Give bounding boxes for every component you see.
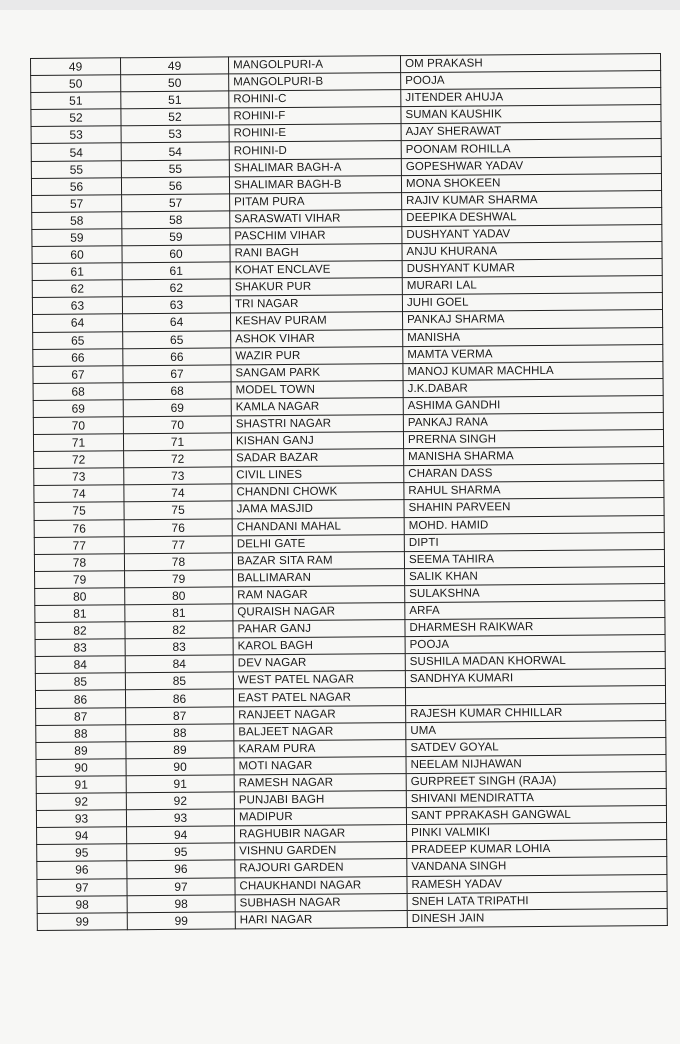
ward-name-cell: CHANDANI MAHAL	[232, 517, 404, 535]
candidate-list-sheet	[30, 53, 667, 931]
serial-number-cell: 72	[34, 451, 124, 469]
serial-number-cell: 57	[32, 195, 122, 213]
ward-name-cell: ROHINI-E	[229, 124, 401, 142]
ward-name-cell: ROHINI-F	[229, 107, 401, 125]
ward-name-cell: PITAM PURA	[230, 192, 402, 210]
serial-number-cell: 90	[36, 759, 126, 777]
candidate-name-cell: RAMESH YADAV	[407, 874, 667, 893]
candidate-name-cell: SUSHILA MADAN KHORWAL	[405, 652, 665, 671]
serial-number-cell: 64	[33, 314, 123, 332]
ward-number-cell: 79	[125, 570, 233, 588]
candidate-name-cell: POOJA	[401, 71, 661, 90]
ward-name-cell: MOTI NAGAR	[234, 756, 406, 774]
ward-number-cell: 98	[127, 895, 235, 913]
ward-name-cell: BALLIMARAN	[233, 568, 405, 586]
ward-name-cell: SADAR BAZAR	[232, 449, 404, 467]
ward-name-cell: ROHINI-C	[229, 90, 401, 108]
ward-number-cell: 65	[123, 330, 231, 348]
candidate-name-cell: PRADEEP KUMAR LOHIA	[407, 840, 667, 859]
serial-number-cell: 86	[35, 690, 125, 708]
candidate-name-cell: POOJA	[405, 635, 665, 654]
serial-number-cell: 87	[36, 707, 126, 725]
ward-number-cell: 71	[123, 433, 231, 451]
ward-name-cell: JAMA MASJID	[232, 500, 404, 518]
candidate-table-body	[31, 54, 668, 931]
serial-number-cell: 59	[32, 229, 122, 247]
candidate-name-cell: SATDEV GOYAL	[406, 737, 666, 756]
serial-number-cell: 61	[32, 263, 122, 281]
candidate-name-cell: SUMAN KAUSHIK	[401, 105, 661, 124]
candidate-name-cell: SULAKSHNA	[405, 583, 665, 602]
serial-number-cell: 79	[35, 571, 125, 589]
candidate-name-cell: RAJIV KUMAR SHARMA	[402, 190, 662, 209]
ward-name-cell: SANGAM PARK	[231, 363, 403, 381]
serial-number-cell: 66	[33, 348, 123, 366]
ward-name-cell: RAJOURI GARDEN	[235, 859, 407, 877]
ward-name-cell: CIVIL LINES	[232, 466, 404, 484]
serial-number-cell: 85	[35, 673, 125, 691]
ward-number-cell: 87	[126, 706, 234, 724]
ward-name-cell: RAM NAGAR	[233, 585, 405, 603]
ward-number-cell: 76	[124, 518, 232, 536]
ward-number-cell: 85	[125, 672, 233, 690]
ward-number-cell: 81	[125, 604, 233, 622]
candidate-name-cell: RAJESH KUMAR CHHILLAR	[406, 703, 666, 722]
serial-number-cell: 97	[37, 878, 127, 896]
ward-number-cell: 56	[121, 177, 229, 195]
ward-number-cell: 84	[125, 655, 233, 673]
ward-name-cell: MANGOLPURI-B	[229, 73, 401, 91]
serial-number-cell: 83	[35, 639, 125, 657]
serial-number-cell: 74	[34, 485, 124, 503]
candidate-name-cell: SEEMA TAHIRA	[404, 549, 664, 568]
candidate-name-cell: VANDANA SINGH	[407, 857, 667, 876]
serial-number-cell: 51	[31, 92, 121, 110]
ward-name-cell: SHALIMAR BAGH-B	[229, 175, 401, 193]
candidate-name-cell: SHIVANI MENDIRATTA	[406, 789, 666, 808]
serial-number-cell: 77	[34, 536, 124, 554]
table-row	[37, 908, 667, 930]
ward-number-cell: 60	[122, 245, 230, 263]
ward-name-cell: CHANDNI CHOWK	[232, 483, 404, 501]
ward-number-cell: 53	[121, 125, 229, 143]
serial-number-cell: 50	[31, 75, 121, 93]
candidate-table	[30, 53, 668, 931]
candidate-name-cell: DIPTI	[404, 532, 664, 551]
ward-number-cell: 86	[125, 689, 233, 707]
ward-number-cell: 92	[126, 792, 234, 810]
serial-number-cell: 81	[35, 605, 125, 623]
serial-number-cell: 69	[33, 400, 123, 418]
ward-name-cell: SHAKUR PUR	[230, 278, 402, 296]
candidate-name-cell: PANKAJ SHARMA	[403, 310, 663, 329]
ward-number-cell: 67	[123, 365, 231, 383]
ward-number-cell: 58	[122, 211, 230, 229]
serial-number-cell: 88	[36, 724, 126, 742]
serial-number-cell: 98	[37, 895, 127, 913]
ward-name-cell: QURAISH NAGAR	[233, 603, 405, 621]
serial-number-cell: 49	[31, 58, 121, 76]
serial-number-cell: 73	[34, 468, 124, 486]
ward-number-cell: 83	[125, 638, 233, 656]
ward-name-cell: TRI NAGAR	[230, 295, 402, 313]
ward-name-cell: PAHAR GANJ	[233, 620, 405, 638]
serial-number-cell: 75	[34, 502, 124, 520]
ward-number-cell: 97	[127, 877, 235, 895]
ward-name-cell: MODEL TOWN	[231, 380, 403, 398]
candidate-name-cell: NEELAM NIJHAWAN	[406, 754, 666, 773]
ward-name-cell: CHAUKHANDI NAGAR	[235, 876, 407, 894]
ward-name-cell: BALJEET NAGAR	[234, 722, 406, 740]
ward-name-cell: MANGOLPURI-A	[228, 56, 400, 74]
ward-number-cell: 73	[124, 467, 232, 485]
serial-number-cell: 53	[31, 126, 121, 144]
serial-number-cell: 56	[31, 177, 121, 195]
candidate-name-cell: SANDHYA KUMARI	[405, 669, 665, 688]
serial-number-cell: 92	[36, 793, 126, 811]
ward-number-cell: 50	[121, 74, 229, 92]
candidate-name-cell: PRERNA SINGH	[403, 430, 663, 449]
ward-number-cell: 55	[121, 160, 229, 178]
candidate-name-cell: POONAM ROHILLA	[401, 139, 661, 158]
candidate-name-cell: ANJU KHURANA	[402, 242, 662, 261]
candidate-name-cell: DUSHYANT KUMAR	[402, 259, 662, 278]
candidate-name-cell: PANKAJ RANA	[403, 413, 663, 432]
serial-number-cell: 76	[34, 519, 124, 537]
serial-number-cell: 68	[33, 383, 123, 401]
serial-number-cell: 71	[33, 434, 123, 452]
serial-number-cell: 80	[35, 588, 125, 606]
ward-number-cell: 57	[122, 194, 230, 212]
ward-number-cell: 72	[124, 450, 232, 468]
ward-name-cell: MADIPUR	[234, 808, 406, 826]
ward-number-cell: 75	[124, 501, 232, 519]
candidate-name-cell: MAMTA VERMA	[403, 344, 663, 363]
ward-number-cell: 77	[124, 536, 232, 554]
candidate-name-cell: MANISHA SHARMA	[404, 447, 664, 466]
ward-name-cell: VISHNU GARDEN	[235, 842, 407, 860]
ward-number-cell: 68	[123, 382, 231, 400]
candidate-name-cell: ARFA	[405, 601, 665, 620]
candidate-name-cell: AJAY SHERAWAT	[401, 122, 661, 141]
serial-number-cell: 60	[32, 246, 122, 264]
ward-name-cell: KISHAN GANJ	[231, 432, 403, 450]
ward-number-cell: 80	[125, 587, 233, 605]
serial-number-cell: 91	[36, 776, 126, 794]
ward-name-cell: KOHAT ENCLAVE	[230, 261, 402, 279]
candidate-name-cell: SHAHIN PARVEEN	[404, 498, 664, 517]
candidate-name-cell: JUHI GOEL	[402, 293, 662, 312]
ward-number-cell: 96	[127, 860, 235, 878]
candidate-name-cell: MONA SHOKEEN	[401, 173, 661, 192]
ward-name-cell: EAST PATEL NAGAR	[233, 688, 405, 706]
candidate-name-cell: CHARAN DASS	[404, 464, 664, 483]
ward-number-cell: 52	[121, 108, 229, 126]
ward-name-cell: RAMESH NAGAR	[234, 774, 406, 792]
ward-name-cell: SHASTRI NAGAR	[231, 415, 403, 433]
serial-number-cell: 58	[32, 212, 122, 230]
candidate-name-cell: JITENDER AHUJA	[401, 88, 661, 107]
ward-name-cell: BAZAR SITA RAM	[232, 551, 404, 569]
ward-name-cell: RANI BAGH	[230, 244, 402, 262]
ward-number-cell: 51	[121, 91, 229, 109]
candidate-name-cell: PINKI VALMIKI	[407, 823, 667, 842]
ward-number-cell: 95	[127, 843, 235, 861]
ward-name-cell: HARI NAGAR	[235, 910, 407, 928]
candidate-name-cell: SANT PPRAKASH GANGWAL	[406, 806, 666, 825]
ward-number-cell: 69	[123, 399, 231, 417]
ward-number-cell: 59	[122, 228, 230, 246]
ward-number-cell: 61	[122, 262, 230, 280]
serial-number-cell: 99	[37, 912, 127, 930]
ward-number-cell: 94	[127, 826, 235, 844]
ward-number-cell: 54	[121, 142, 229, 160]
candidate-name-cell: SALIK KHAN	[405, 566, 665, 585]
top-bar	[0, 0, 680, 10]
candidate-name-cell	[405, 686, 665, 705]
ward-number-cell: 88	[126, 724, 234, 742]
ward-number-cell: 66	[123, 348, 231, 366]
ward-name-cell: PUNJABI BAGH	[234, 791, 406, 809]
document-page	[0, 10, 680, 1044]
ward-number-cell: 64	[123, 313, 231, 331]
serial-number-cell: 84	[35, 656, 125, 674]
candidate-name-cell: MOHD. HAMID	[404, 515, 664, 534]
ward-name-cell: KAROL BAGH	[233, 637, 405, 655]
serial-number-cell: 55	[31, 160, 121, 178]
serial-number-cell: 63	[32, 297, 122, 315]
ward-name-cell: SARASWATI VIHAR	[230, 209, 402, 227]
ward-number-cell: 93	[126, 809, 234, 827]
ward-name-cell: ASHOK VIHAR	[231, 329, 403, 347]
ward-name-cell: WAZIR PUR	[231, 346, 403, 364]
ward-number-cell: 91	[126, 775, 234, 793]
ward-name-cell: WEST PATEL NAGAR	[233, 671, 405, 689]
serial-number-cell: 78	[34, 553, 124, 571]
serial-number-cell: 54	[31, 143, 121, 161]
ward-name-cell: SUBHASH NAGAR	[235, 893, 407, 911]
ward-name-cell: SHALIMAR BAGH-A	[229, 158, 401, 176]
ward-number-cell: 89	[126, 741, 234, 759]
ward-number-cell: 74	[124, 484, 232, 502]
ward-name-cell: DELHI GATE	[232, 534, 404, 552]
candidate-name-cell: DUSHYANT YADAV	[402, 224, 662, 243]
candidate-name-cell: J.K.DABAR	[403, 378, 663, 397]
ward-number-cell: 63	[122, 296, 230, 314]
serial-number-cell: 93	[36, 810, 126, 828]
serial-number-cell: 95	[37, 844, 127, 862]
ward-number-cell: 99	[127, 912, 235, 930]
serial-number-cell: 67	[33, 365, 123, 383]
candidate-name-cell: DHARMESH RAIKWAR	[405, 618, 665, 637]
ward-name-cell: RAGHUBIR NAGAR	[235, 825, 407, 843]
candidate-name-cell: ASHIMA GANDHI	[403, 395, 663, 414]
ward-number-cell: 70	[123, 416, 231, 434]
candidate-name-cell: MANOJ KUMAR MACHHLA	[403, 361, 663, 380]
candidate-name-cell: RAHUL SHARMA	[404, 481, 664, 500]
serial-number-cell: 70	[33, 417, 123, 435]
candidate-name-cell: MURARI LAL	[402, 276, 662, 295]
candidate-name-cell: DEEPIKA DESHWAL	[402, 207, 662, 226]
ward-number-cell: 82	[125, 621, 233, 639]
candidate-name-cell: GOPESHWAR YADAV	[401, 156, 661, 175]
serial-number-cell: 65	[33, 331, 123, 349]
serial-number-cell: 94	[37, 827, 127, 845]
candidate-name-cell: DINESH JAIN	[407, 908, 667, 927]
serial-number-cell: 62	[32, 280, 122, 298]
serial-number-cell: 89	[36, 742, 126, 760]
candidate-name-cell: GURPREET SINGH (RAJA)	[406, 771, 666, 790]
candidate-name-cell: UMA	[406, 720, 666, 739]
ward-number-cell: 90	[126, 758, 234, 776]
candidate-name-cell: MANISHA	[403, 327, 663, 346]
serial-number-cell: 96	[37, 861, 127, 879]
ward-name-cell: DEV NAGAR	[233, 654, 405, 672]
ward-name-cell: KARAM PURA	[234, 739, 406, 757]
ward-name-cell: PASCHIM VIHAR	[230, 227, 402, 245]
ward-number-cell: 62	[122, 279, 230, 297]
serial-number-cell: 52	[31, 109, 121, 127]
ward-number-cell: 78	[124, 553, 232, 571]
ward-name-cell: KAMLA NAGAR	[231, 397, 403, 415]
ward-name-cell: KESHAV PURAM	[231, 312, 403, 330]
candidate-name-cell: SNEH LATA TRIPATHI	[407, 891, 667, 910]
ward-name-cell: ROHINI-D	[229, 141, 401, 159]
serial-number-cell: 82	[35, 622, 125, 640]
ward-number-cell: 49	[121, 57, 229, 75]
candidate-name-cell: OM PRAKASH	[400, 54, 660, 73]
ward-name-cell: RANJEET NAGAR	[234, 705, 406, 723]
